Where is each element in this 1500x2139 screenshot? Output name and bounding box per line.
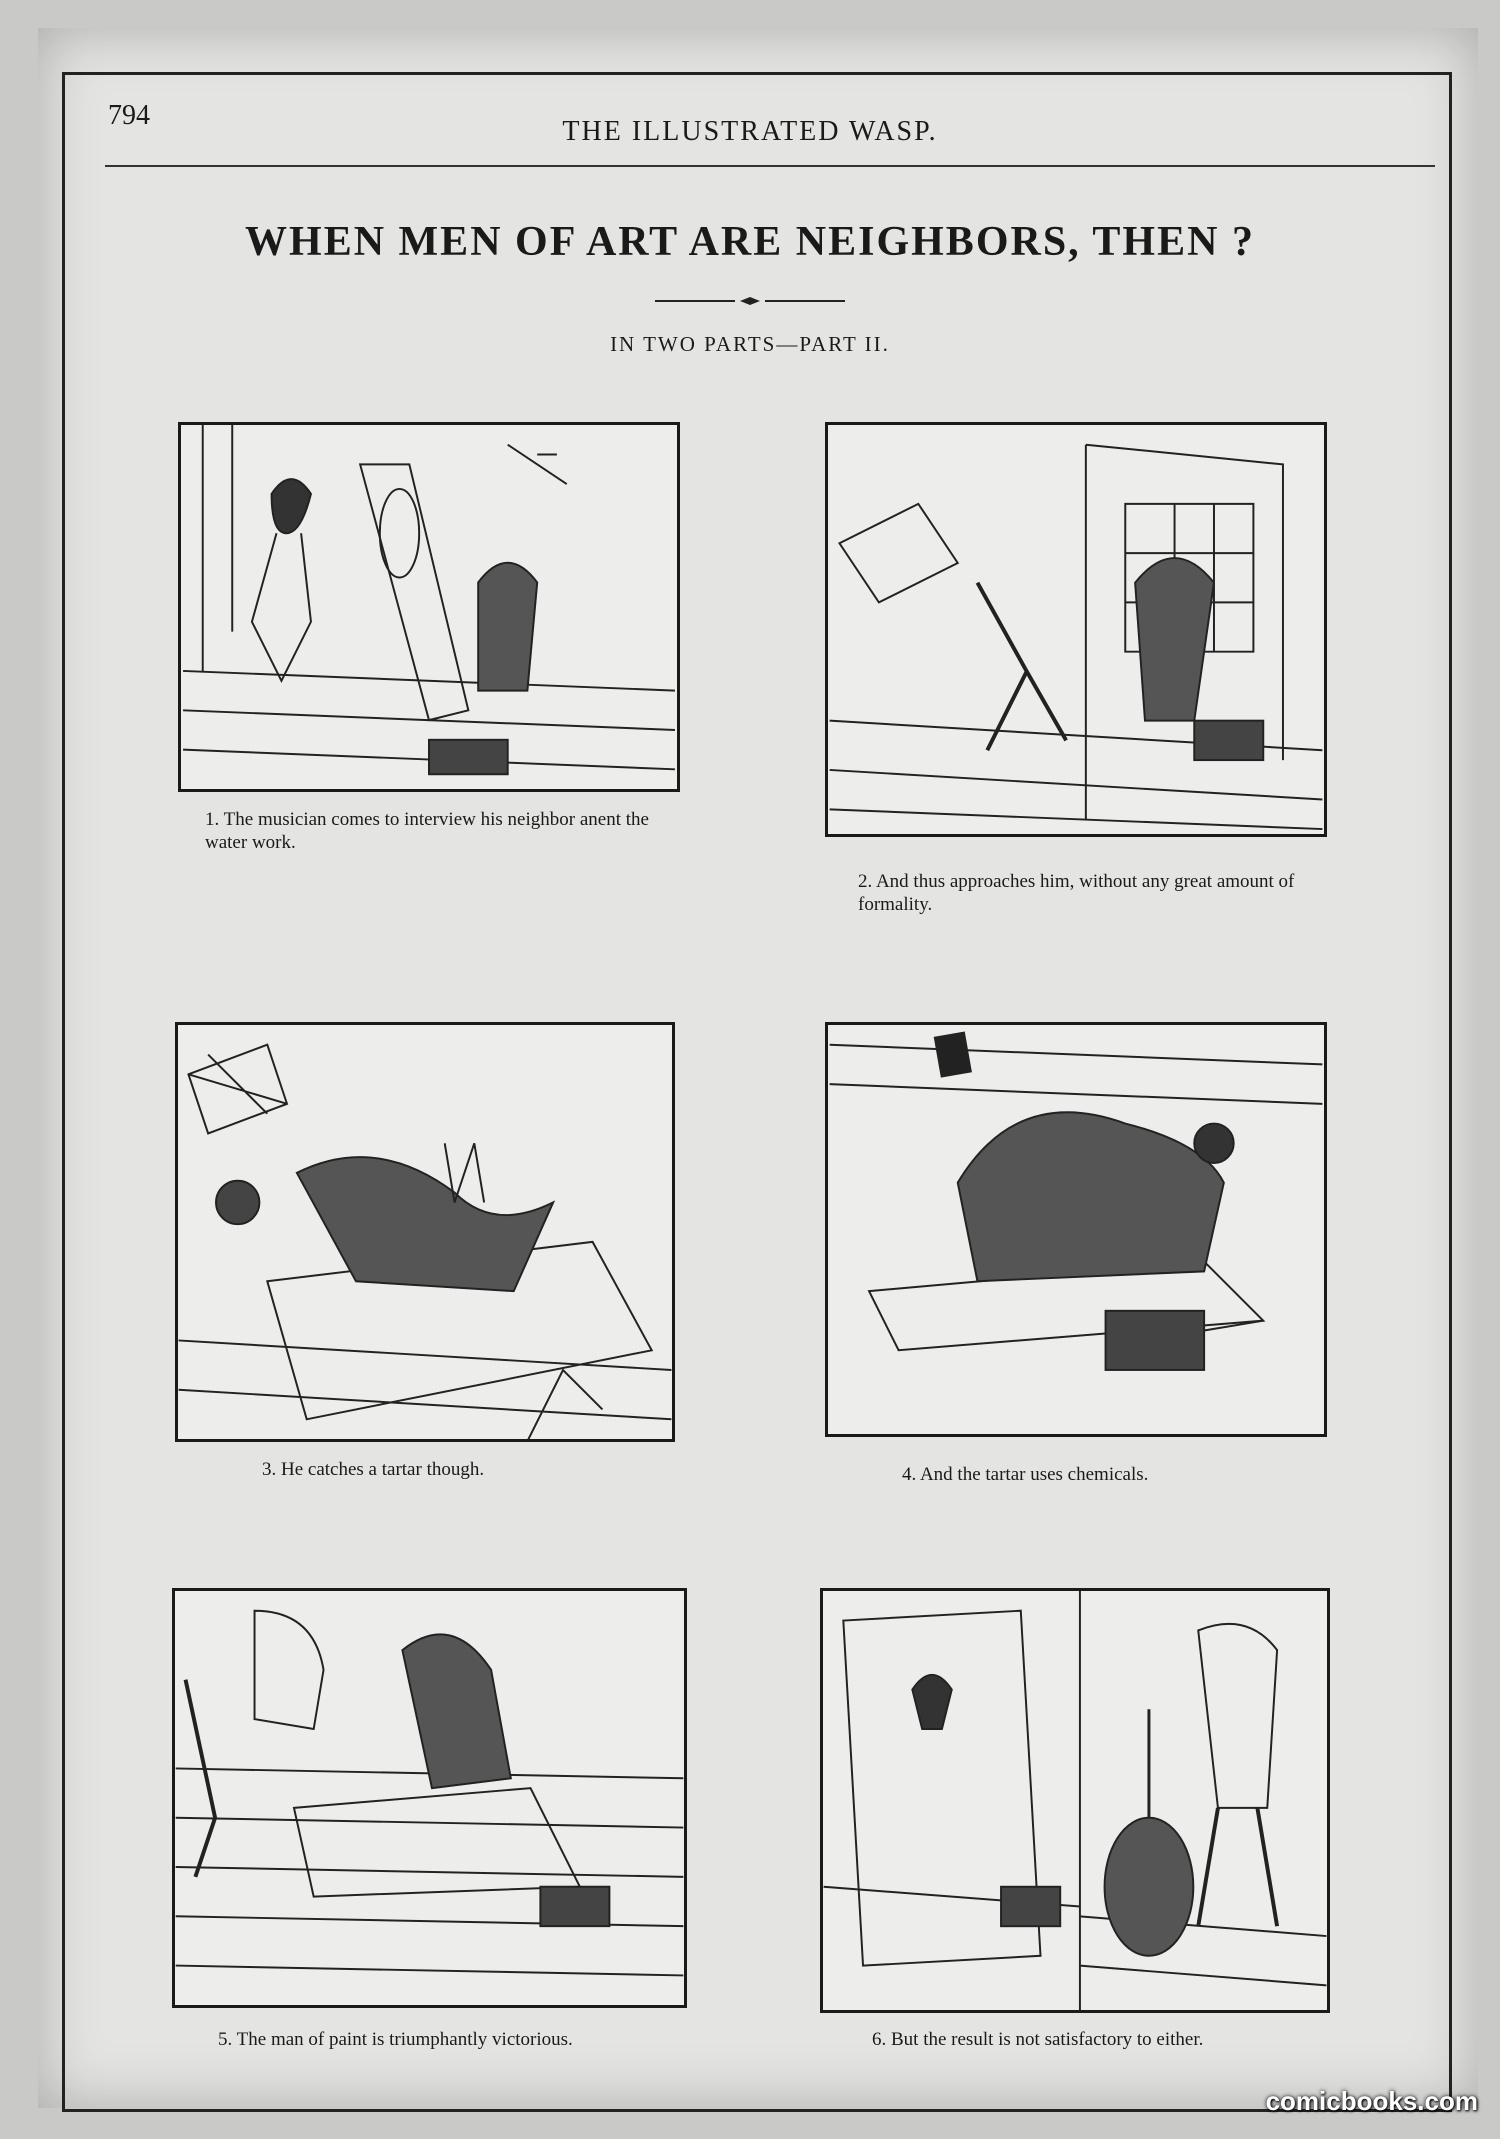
page-subtitle: IN TWO PARTS—PART II.	[610, 332, 890, 356]
comic-panel-5	[172, 1588, 687, 2008]
panel-5-caption: 5. The man of paint is triumphantly victorious.	[218, 2029, 573, 2050]
panel-2-caption: 2. And thus approaches him, without any great amount of formality.	[858, 871, 1295, 915]
panel-1-caption: 1. The musician comes to interview his neighbor anent the water work.	[205, 809, 649, 853]
ornament-divider	[655, 296, 845, 306]
panel-6-illustration	[823, 1591, 1327, 2010]
comic-panel-2	[825, 422, 1327, 837]
panel-4-illustration	[828, 1025, 1324, 1434]
page-title: WHEN MEN OF ART ARE NEIGHBORS, THEN ?	[245, 219, 1255, 265]
panel-4-caption: 4. And the tartar uses chemicals.	[902, 1464, 1149, 1485]
panel-6-caption: 6. But the result is not satisfactory to either.	[872, 2029, 1204, 2050]
masthead-rule	[105, 165, 1435, 167]
panel-2-illustration	[828, 425, 1324, 834]
panel-5-illustration	[175, 1591, 684, 2005]
comic-panel-3	[175, 1022, 675, 1442]
page-number: 794	[108, 100, 150, 131]
panel-1-illustration	[181, 425, 677, 789]
comic-panel-6	[820, 1588, 1330, 2013]
panel-3-illustration	[178, 1025, 672, 1439]
masthead: THE ILLUSTRATED WASP.	[562, 116, 938, 147]
comic-panel-4	[825, 1022, 1327, 1437]
comic-panel-1	[178, 422, 680, 792]
watermark: comicbooks.com	[1265, 2086, 1478, 2116]
panel-3-caption: 3. He catches a tartar though.	[262, 1459, 485, 1480]
